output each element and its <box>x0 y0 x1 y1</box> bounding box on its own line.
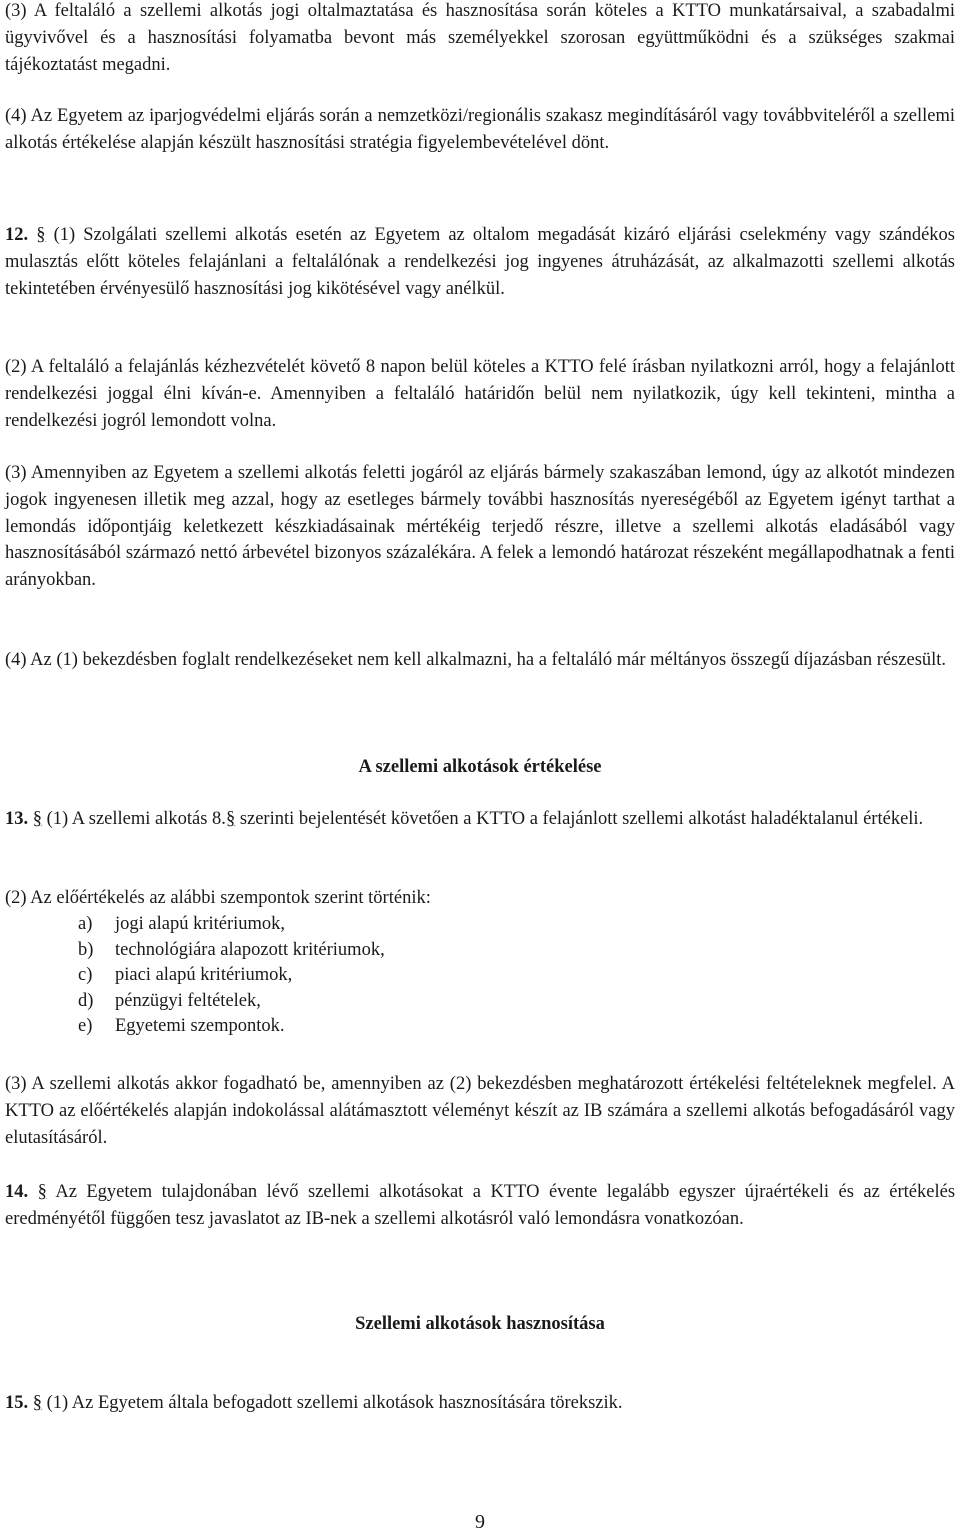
section-13-paragraph-1 <box>5 806 955 833</box>
paragraph-text: szerinti bejelentését követően a KTTO a felajánlott szellemi alkotást haladéktalanul értékeli. <box>239 809 924 829</box>
list-item-text: jogi alapú kritériumok, <box>115 914 286 934</box>
section-15-paragraph-1 <box>5 1390 955 1417</box>
paragraph-text: Az Egyetem tulajdonában lévő szellemi alkotásokat a KTTO évente legalább egyszer újraértékeli és az értékelés eredményétől függően tesz javaslatot az IB-nek a szellemi alkotásról való lemondásra vonatkozóan. <box>5 1182 956 1229</box>
section-13-paragraph-3 <box>5 1071 955 1151</box>
list-item-text: Egyetemi szempontok. <box>115 1016 285 1036</box>
list-item-text: pénzügyi feltételek, <box>115 990 261 1011</box>
paragraph-text: (1) Szolgálati szellemi alkotás esetén az Egyetem az oltalom megadását kizáró eljárási cselekmény vagy szándékos mulasztás előtt köteles felajánlani a feltalálónak a rendelkezési jog ingyenes átruházását, az alkalmazotti szellemi alkotás tekintetében érvényesülő hasznosítási jog kikötésével vagy anélkül. <box>5 225 956 299</box>
section-heading-evaluation: A szellemi alkotások értékelése <box>358 757 602 777</box>
section-number: 14. <box>5 1182 29 1202</box>
paragraph-text: (2) A feltaláló a felajánlás kézhezvételét követő 8 napon belül köteles a KTTO felé írásban nyilatkozni arról, hogy a felajánlott rendelkezési joggal élni kíván-e. Amennyiben a feltaláló határidőn belül nem nyilatkozik, úgy kell tekinteni, mintha a rendelkezési jogról lemondott volna. <box>5 357 955 431</box>
section-12-paragraph-3 <box>5 460 955 594</box>
section-12-paragraph-1 <box>5 222 955 302</box>
list-item-letter: d) <box>78 990 94 1011</box>
section-13-paragraph-2 <box>5 885 955 912</box>
section-heading-exploitation: Szellemi alkotások hasznosítása <box>355 1314 605 1334</box>
section-number: 13. <box>5 809 29 829</box>
section-number: 12. <box>5 225 29 245</box>
criteria-list <box>78 912 385 1040</box>
section-sign: § <box>36 225 46 245</box>
section-sign: § <box>32 809 42 829</box>
list-item <box>78 1014 385 1040</box>
list-item-letter: a) <box>78 914 93 934</box>
section-sign-reference: § <box>225 809 236 829</box>
section-12-paragraph-2 <box>5 354 955 434</box>
paragraph-text: (1) Az Egyetem általa befogadott szellemi alkotások hasznosítására törekszik. <box>46 1393 623 1413</box>
section-sign: § <box>32 1393 42 1413</box>
list-item <box>78 912 385 938</box>
list-item-text: technológiára alapozott kritériumok, <box>115 939 385 960</box>
paragraph-text: (3) A szellemi alkotás akkor fogadható be, amennyiben az (2) bekezdésben meghatározott értékelési feltételeknek megfelel. A KTTO az előértékelés alapján indokolással alátámasztott véleményt készít az IB számára a szellemi alkotás befogadásáról vagy elutasításáról. <box>5 1074 955 1148</box>
paragraph-text: (1) A szellemi alkotás 8. <box>46 809 226 829</box>
page-number: 9 <box>475 1511 485 1533</box>
list-item-text: piaci alapú kritériumok, <box>115 965 293 985</box>
section-sign: § <box>37 1182 47 1202</box>
section-number: 15. <box>5 1393 29 1413</box>
paragraph-text: (4) Az Egyetem az iparjogvédelmi eljárás során a nemzetközi/regionális szakasz megindításáról vagy továbbviteléről a szellemi alkotás értékelése alapján készült hasznosítási stratégia figyelembevételével dönt. <box>5 106 955 153</box>
list-item <box>78 989 385 1015</box>
section-14-paragraph <box>5 1179 955 1233</box>
paragraph-text: (4) Az (1) bekezdésben foglalt rendelkezéseket nem kell alkalmazni, ha a feltaláló már méltányos összegű díjazásban részesült. <box>5 650 947 670</box>
list-item-letter: c) <box>78 965 93 985</box>
paragraph-11-3 <box>5 0 955 78</box>
list-item-letter: b) <box>78 939 94 960</box>
list-item-letter: e) <box>78 1016 93 1036</box>
paragraph-text: (2) Az előértékelés az alábbi szempontok szerint történik: <box>5 888 431 908</box>
list-item <box>78 963 385 989</box>
section-12-paragraph-4 <box>5 647 955 674</box>
paragraph-text: (3) Amennyiben az Egyetem a szellemi alkotás feletti jogáról az eljárás bármely szakaszában lemond, úgy az alkotót mindezen jogok ingyenesen illetik meg azzal, hogy az esetleges bármely további hasznosítás nyereségéből az Egyetem igényt tarthat a lemondás időpontjáig keletkezett készkiadásainak mértékéig terjedő részre, illetve a szellemi alkotás eladásából vagy hasznosításából származó nettó árbevétel bizonyos százalékára. A felek a lemondó határozat részeként megállapodhatnak a fenti arányokban. <box>5 463 955 591</box>
paragraph-text: (3) A feltaláló a szellemi alkotás jogi oltalmaztatása és hasznosítása során köteles a KTTO munkatársaival, a szabadalmi ügyvivővel és a hasznosítási folyamatba bevont más személyekkel szorosan együttműködni és a szükséges szakmai tájékoztatást megadni. <box>5 1 955 75</box>
list-item <box>78 938 385 964</box>
paragraph-11-4 <box>5 103 955 157</box>
